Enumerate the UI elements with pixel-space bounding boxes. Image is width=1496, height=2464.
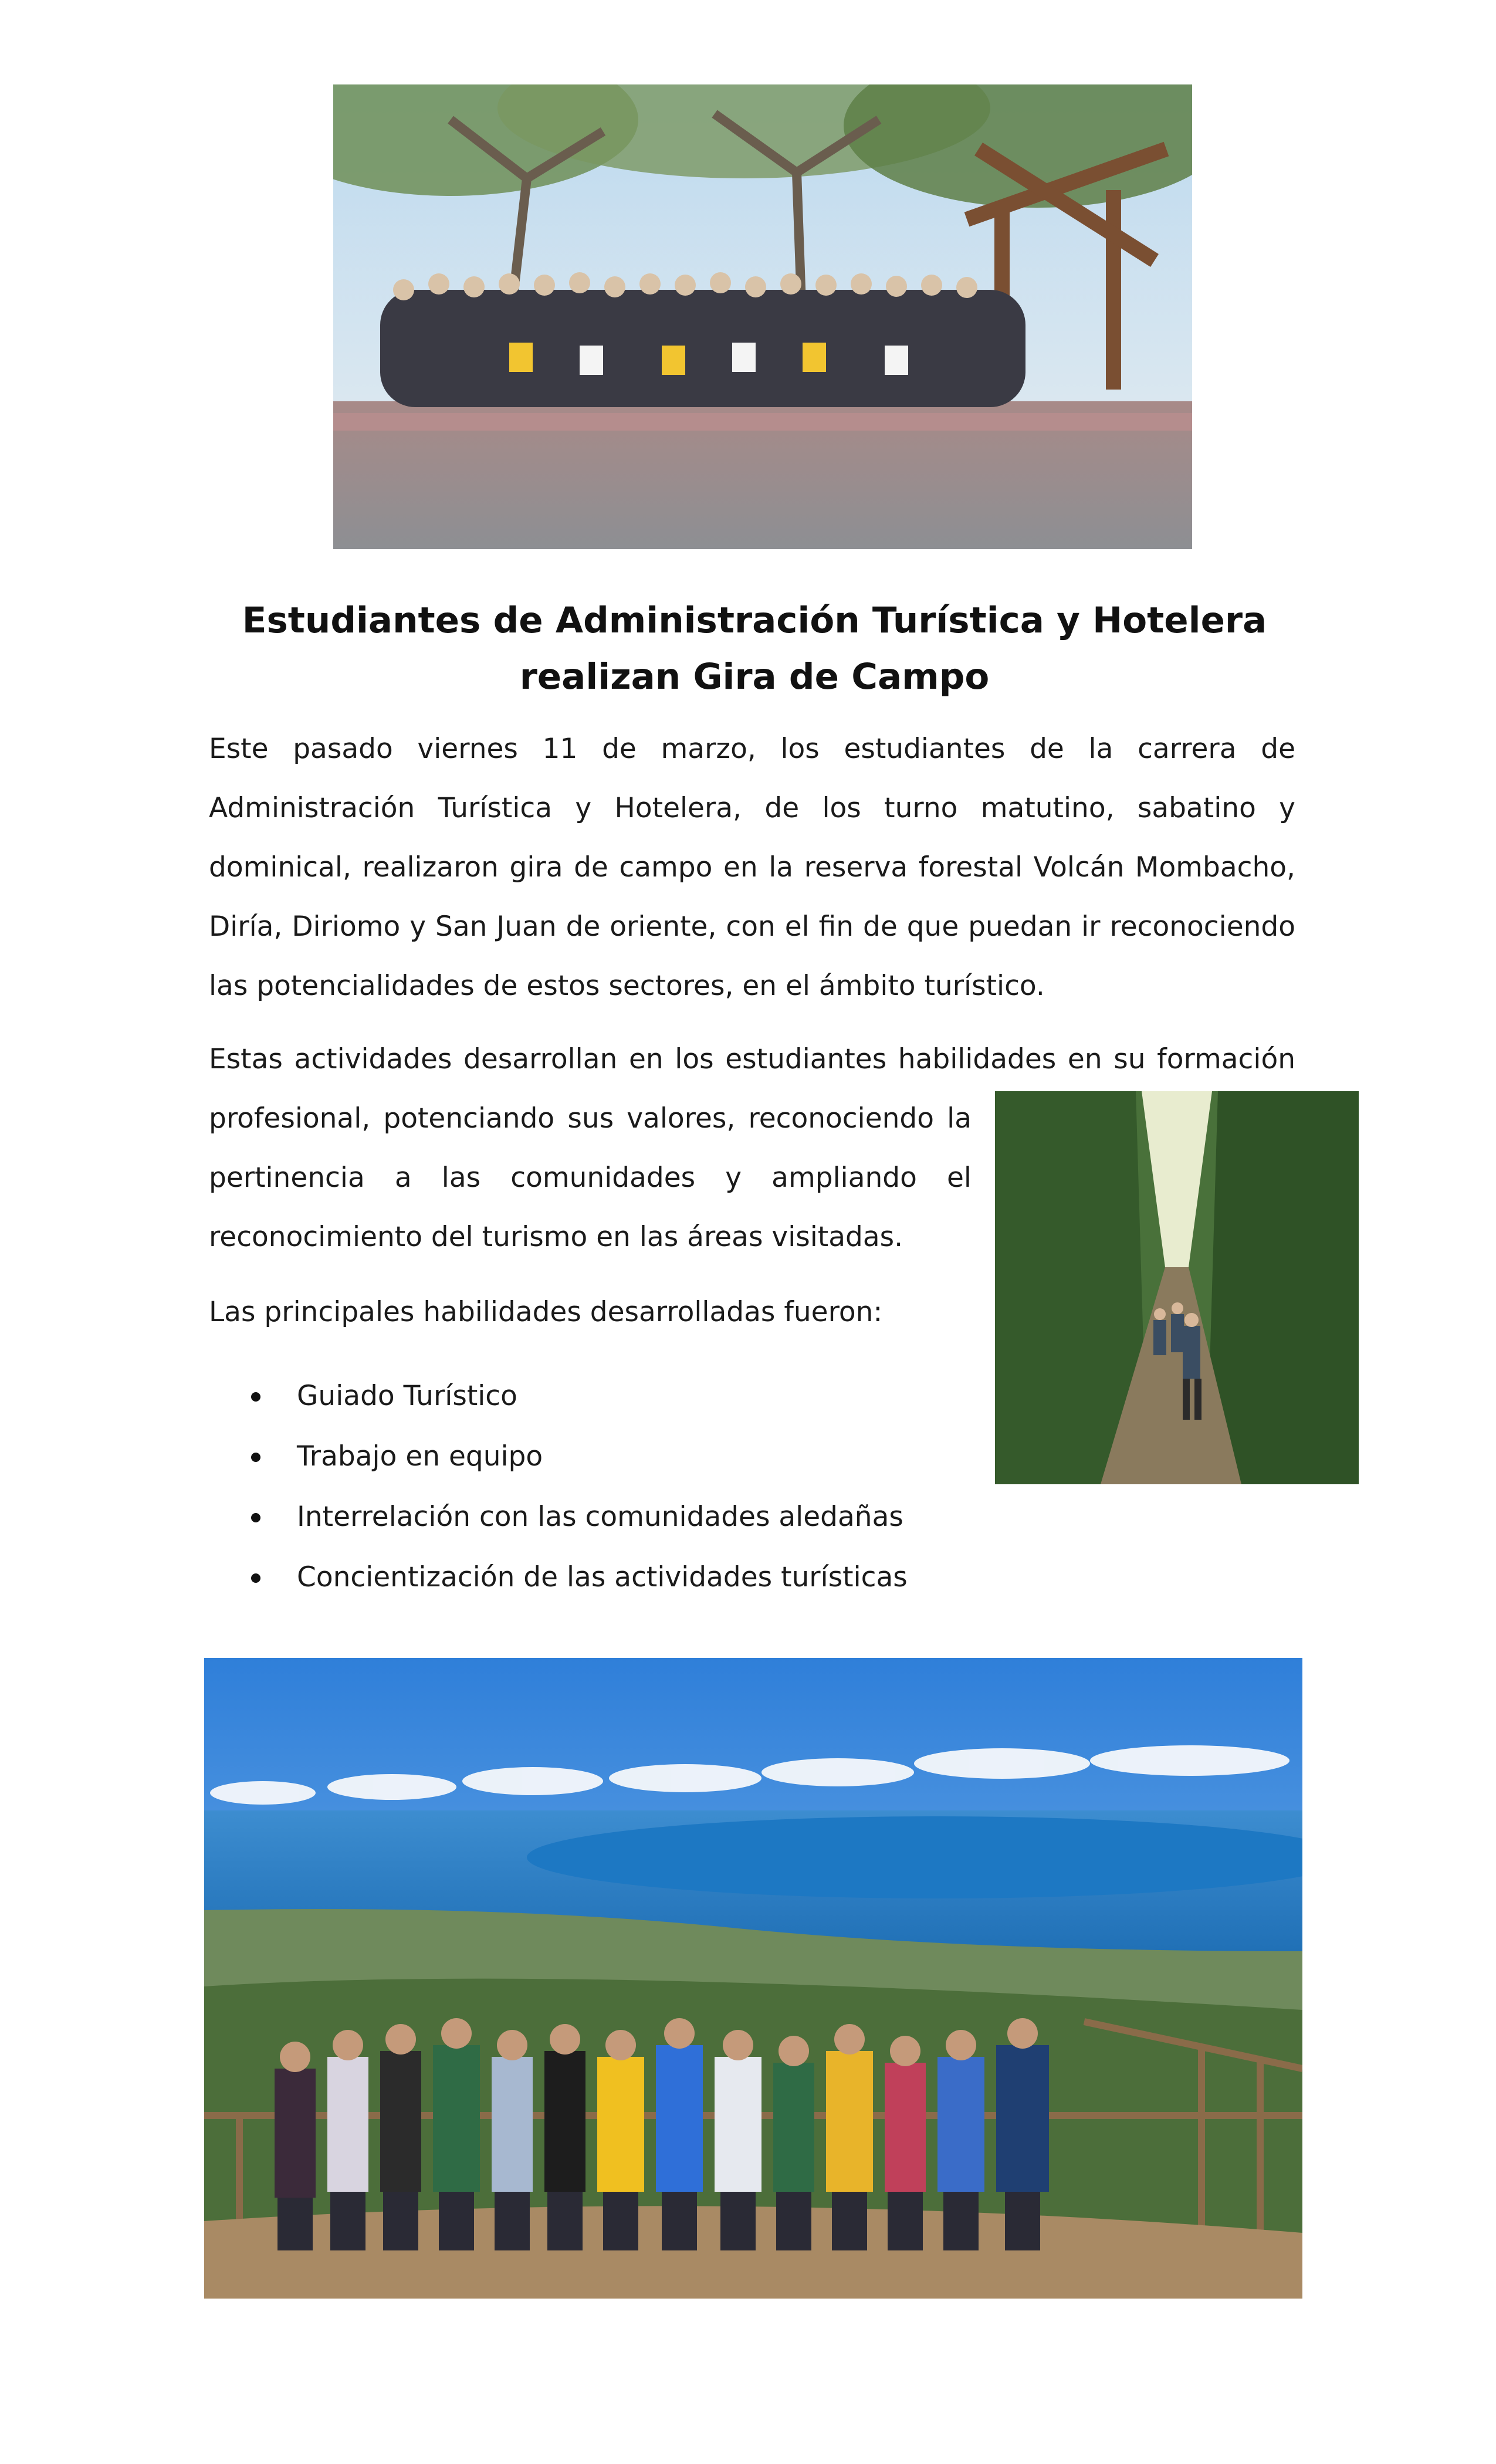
list-item: [246, 1487, 1009, 1547]
group-photo-lake-viewpoint: [204, 1658, 1302, 2299]
skill-label: Trabajo en equipo: [297, 1440, 543, 1473]
list-item: [246, 1366, 1009, 1426]
paragraph-skills-context-first-line: Estas actividades desarrollan en los estudiantes habilidades en su formación: [209, 1043, 1295, 1075]
skill-label: Concientización de las actividades turísticas: [297, 1561, 908, 1593]
bullet-icon: [251, 1453, 260, 1462]
title-line-1: Estudiantes de Administración Turística y Hotelera: [242, 600, 1267, 641]
list-item: [246, 1426, 1009, 1487]
list-item: [246, 1547, 1009, 1607]
article-title: [209, 593, 1300, 705]
paragraph-skills-context-rest: profesional, potenciando sus valores, reconociendo la pertinencia a las comunidades y ampliando el reconocimiento del turismo en las áreas visitadas.: [209, 1102, 972, 1253]
bullet-icon: [251, 1513, 260, 1522]
bullet-icon: [251, 1392, 260, 1402]
title-line-2: realizan Gira de Campo: [519, 656, 990, 698]
skills-list: [246, 1366, 1009, 1607]
forest-trail-photo: [995, 1091, 1359, 1484]
bullet-icon: [251, 1573, 260, 1583]
group-photo-plaza: [333, 84, 1192, 549]
paragraph-intro: Este pasado viernes 11 de marzo, los estudiantes de la carrera de Administración Turística y Hotelera, de los turno matutino, sabatino y dominical, realizaron gira de campo en la reserva forestal Volcán Mombacho, Diría, Diriomo y San Juan de oriente, con el fin de que puedan ir reconociendo las potencialidades de estos sectores, en el ámbito turístico.: [209, 733, 1295, 1002]
skill-label: Guiado Turístico: [297, 1380, 517, 1412]
skill-label: Interrelación con las comunidades aledañas: [297, 1501, 903, 1533]
paragraph-skills-context: [209, 1030, 1295, 1267]
skills-intro: Las principales habilidades desarrolladas fueron:: [209, 1296, 883, 1328]
